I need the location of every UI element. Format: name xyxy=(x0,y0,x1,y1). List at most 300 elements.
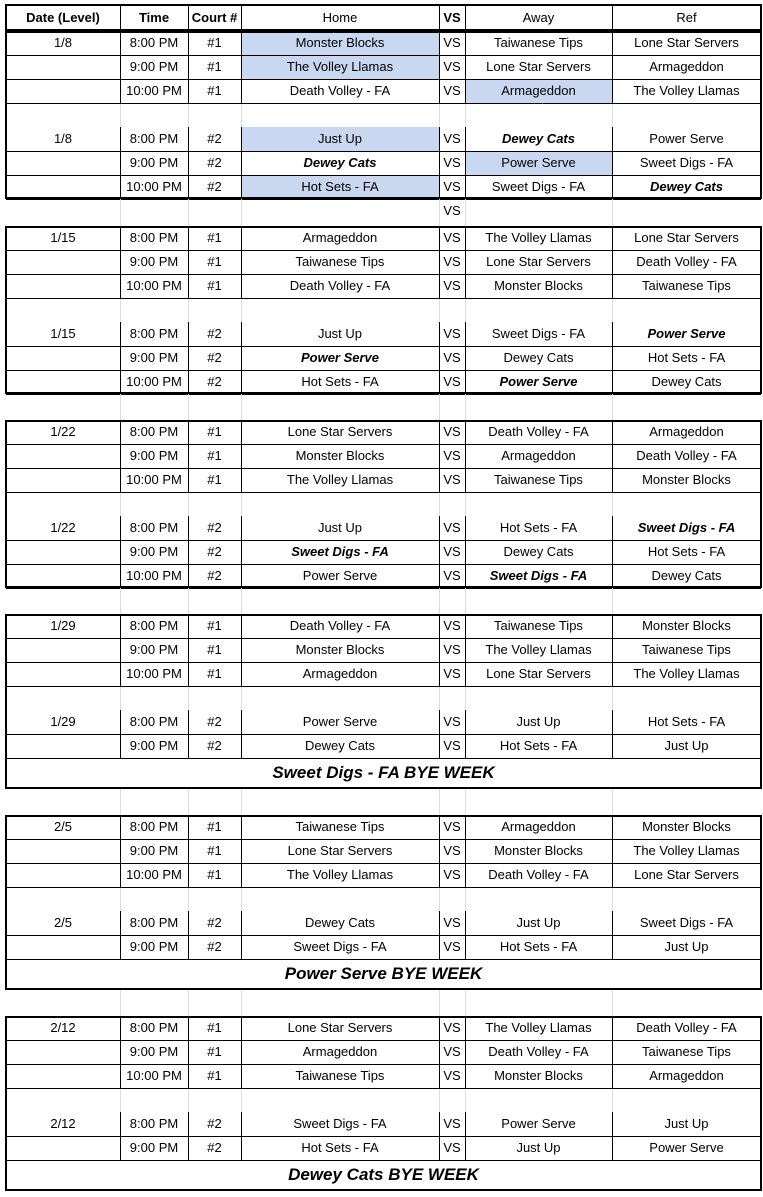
match-ref: Power Serve xyxy=(649,131,724,146)
spacer-gridline xyxy=(120,103,121,127)
match-court: #2 xyxy=(207,738,222,753)
header-ref: Ref xyxy=(676,10,697,25)
match-time: 9:00 PM xyxy=(129,642,179,657)
match-away: Power Serve xyxy=(499,374,578,389)
vs-label: VS xyxy=(443,738,461,753)
match-time: 10:00 PM xyxy=(126,666,182,681)
match-ref: Monster Blocks xyxy=(642,618,731,633)
column-divider xyxy=(465,710,466,758)
match-date: 1/15 xyxy=(50,326,76,341)
match-row xyxy=(0,638,763,662)
spacer-gridline xyxy=(465,990,466,1016)
bye-week-banner: Power Serve BYE WEEK xyxy=(284,964,483,983)
column-divider xyxy=(241,127,242,199)
column-divider xyxy=(241,1112,242,1160)
column-divider xyxy=(612,516,613,588)
match-date: 1/22 xyxy=(50,424,76,439)
column-divider xyxy=(439,31,440,103)
match-ref: Dewey Cats xyxy=(651,374,722,389)
match-ref: Sweet Digs - FA xyxy=(639,915,734,930)
column-divider xyxy=(120,420,121,492)
match-time: 10:00 PM xyxy=(126,568,182,583)
match-row xyxy=(0,322,763,346)
match-home: Taiwanese Tips xyxy=(295,254,385,269)
match-ref: Taiwanese Tips xyxy=(642,1044,731,1059)
spacer-gridline xyxy=(188,492,189,516)
match-ref: Just Up xyxy=(664,939,709,954)
column-divider xyxy=(188,815,189,887)
column-divider xyxy=(439,6,440,30)
vs-label: VS xyxy=(443,1116,461,1131)
spacer-gridline xyxy=(120,588,121,614)
match-row xyxy=(0,468,763,492)
match-time: 8:00 PM xyxy=(129,1020,179,1035)
match-row xyxy=(0,175,763,199)
match-court: #1 xyxy=(207,83,222,98)
match-ref: Taiwanese Tips xyxy=(642,642,731,657)
column-divider xyxy=(465,6,466,30)
match-time: 8:00 PM xyxy=(129,819,179,834)
match-date: 1/29 xyxy=(50,618,76,633)
spacer-gridline xyxy=(612,588,613,614)
vs-label: VS xyxy=(443,544,461,559)
match-home: Hot Sets - FA xyxy=(301,1140,379,1155)
match-home: Death Volley - FA xyxy=(289,278,391,293)
column-divider xyxy=(241,322,242,394)
match-row xyxy=(0,274,763,298)
match-ref: Monster Blocks xyxy=(642,819,731,834)
column-divider xyxy=(120,710,121,758)
match-court: #1 xyxy=(207,1044,222,1059)
vs-label: VS xyxy=(443,843,461,858)
spacer-gridline xyxy=(120,686,121,710)
column-divider xyxy=(188,420,189,492)
vs-label: VS xyxy=(443,374,461,389)
header-away: Away xyxy=(522,10,555,25)
header-time: Time xyxy=(138,10,170,25)
spacer-gridline xyxy=(241,686,242,710)
spacer-gridline xyxy=(612,298,613,322)
vs-label: VS xyxy=(443,424,461,439)
column-divider xyxy=(120,6,121,30)
row-divider xyxy=(6,492,761,493)
match-time: 8:00 PM xyxy=(129,1116,179,1131)
spacer-gridline xyxy=(612,990,613,1016)
spacer-gridline xyxy=(241,789,242,815)
match-court: #1 xyxy=(207,618,222,633)
match-home: Dewey Cats xyxy=(304,738,376,753)
match-time: 8:00 PM xyxy=(129,424,179,439)
match-date: 1/29 xyxy=(50,714,76,729)
spacer-gridline xyxy=(439,887,440,911)
column-divider xyxy=(612,1112,613,1160)
match-away: Lone Star Servers xyxy=(486,254,591,269)
column-divider xyxy=(612,322,613,394)
match-time: 10:00 PM xyxy=(126,472,182,487)
spacer-gridline xyxy=(465,298,466,322)
column-divider xyxy=(188,6,189,30)
column-divider xyxy=(241,710,242,758)
row-divider xyxy=(6,298,761,299)
match-away: Dewey Cats xyxy=(503,350,574,365)
spacer-gridline xyxy=(120,394,121,420)
match-date: 1/22 xyxy=(50,520,76,535)
bye-week-banner: Sweet Digs - FA BYE WEEK xyxy=(272,763,495,782)
match-home: Dewey Cats xyxy=(304,915,376,930)
column-divider xyxy=(439,322,440,394)
column-divider xyxy=(439,710,440,758)
match-time: 9:00 PM xyxy=(129,939,179,954)
spacer-gridline xyxy=(241,990,242,1016)
match-time: 10:00 PM xyxy=(126,867,182,882)
match-ref: Death Volley - FA xyxy=(636,254,737,269)
column-divider xyxy=(188,710,189,758)
column-divider xyxy=(465,911,466,959)
spacer-gridline xyxy=(241,1088,242,1112)
match-row xyxy=(0,31,763,55)
column-divider xyxy=(612,614,613,686)
match-home: The Volley Llamas xyxy=(241,55,439,79)
match-time: 9:00 PM xyxy=(129,1140,179,1155)
match-date: 1/8 xyxy=(53,35,73,50)
match-home: Hot Sets - FA xyxy=(241,175,439,199)
header-court: Court # xyxy=(191,10,238,25)
match-row xyxy=(0,1064,763,1088)
match-court: #2 xyxy=(207,520,222,535)
spacer-gridline xyxy=(612,887,613,911)
column-divider xyxy=(241,911,242,959)
match-home: Sweet Digs - FA xyxy=(291,544,389,559)
vs-label: VS xyxy=(443,867,461,882)
match-away: Monster Blocks xyxy=(494,1068,583,1083)
header-row xyxy=(0,6,763,30)
spacer-gridline xyxy=(120,492,121,516)
spacer-gridline xyxy=(188,588,189,614)
match-ref: Just Up xyxy=(664,1116,709,1131)
column-divider xyxy=(439,420,440,492)
column-divider xyxy=(439,614,440,686)
match-row xyxy=(0,226,763,250)
match-ref: Lone Star Servers xyxy=(634,867,739,882)
match-home: Monster Blocks xyxy=(295,448,385,463)
column-divider xyxy=(241,516,242,588)
vs-label: VS xyxy=(443,155,461,170)
match-home: Armageddon xyxy=(302,666,378,681)
column-divider xyxy=(188,31,189,103)
column-divider xyxy=(120,911,121,959)
match-time: 9:00 PM xyxy=(129,1044,179,1059)
column-divider xyxy=(188,1112,189,1160)
match-time: 9:00 PM xyxy=(129,544,179,559)
match-ref: Lone Star Servers xyxy=(634,35,739,50)
vs-label: VS xyxy=(443,618,461,633)
match-away: Hot Sets - FA xyxy=(499,738,578,753)
vs-label: VS xyxy=(443,254,461,269)
match-row xyxy=(0,346,763,370)
match-court: #2 xyxy=(207,915,222,930)
spacer-gridline xyxy=(120,789,121,815)
match-row xyxy=(0,127,763,151)
column-divider xyxy=(241,614,242,686)
spacer-gridline xyxy=(188,686,189,710)
column-divider xyxy=(465,226,466,298)
column-divider xyxy=(120,31,121,103)
column-divider xyxy=(120,226,121,298)
match-row xyxy=(0,1040,763,1064)
match-court: #2 xyxy=(207,1140,222,1155)
spacer-gridline xyxy=(188,990,189,1016)
match-ref: The Volley Llamas xyxy=(633,83,740,98)
match-away: Death Volley - FA xyxy=(488,867,589,882)
spacer-gridline xyxy=(612,789,613,815)
match-away: Monster Blocks xyxy=(494,843,583,858)
match-away: Death Volley - FA xyxy=(488,424,589,439)
match-court: #1 xyxy=(207,448,222,463)
match-court: #1 xyxy=(207,867,222,882)
spacer-gridline xyxy=(465,686,466,710)
column-divider xyxy=(465,31,466,103)
match-time: 8:00 PM xyxy=(129,230,179,245)
match-court: #1 xyxy=(207,424,222,439)
column-divider xyxy=(439,815,440,887)
match-away: Taiwanese Tips xyxy=(494,472,583,487)
match-time: 10:00 PM xyxy=(126,374,182,389)
match-row xyxy=(0,516,763,540)
spacer-gridline xyxy=(439,990,440,1016)
match-ref: Power Serve xyxy=(649,1140,724,1155)
spacer-gridline xyxy=(241,588,242,614)
match-home: Lone Star Servers xyxy=(287,1020,393,1035)
vs-label: VS xyxy=(443,35,461,50)
column-divider xyxy=(465,322,466,394)
match-home: Monster Blocks xyxy=(241,31,439,55)
match-time: 10:00 PM xyxy=(126,179,182,194)
match-away: Lone Star Servers xyxy=(486,59,591,74)
match-court: #2 xyxy=(207,326,222,341)
match-home: The Volley Llamas xyxy=(286,472,394,487)
vs-label: VS xyxy=(443,520,461,535)
spacer-gridline xyxy=(188,394,189,420)
match-time: 9:00 PM xyxy=(129,448,179,463)
match-home: Lone Star Servers xyxy=(287,424,393,439)
column-divider xyxy=(241,420,242,492)
match-home: Taiwanese Tips xyxy=(295,819,385,834)
match-row xyxy=(0,1016,763,1040)
column-divider xyxy=(241,31,242,103)
match-court: #1 xyxy=(207,230,222,245)
match-court: #1 xyxy=(207,472,222,487)
vs-label: VS xyxy=(443,915,461,930)
match-home: Death Volley - FA xyxy=(289,618,391,633)
spacer-gridline xyxy=(465,887,466,911)
match-ref: Dewey Cats xyxy=(650,179,723,194)
match-court: #2 xyxy=(207,155,222,170)
match-home: Power Serve xyxy=(300,350,380,365)
match-away: Armageddon xyxy=(465,79,612,103)
match-time: 8:00 PM xyxy=(129,618,179,633)
column-divider xyxy=(612,710,613,758)
match-court: #1 xyxy=(207,254,222,269)
match-date: 1/15 xyxy=(50,230,76,245)
column-divider xyxy=(465,815,466,887)
spacer-gridline xyxy=(465,492,466,516)
match-court: #2 xyxy=(207,1116,222,1131)
column-divider xyxy=(188,127,189,199)
match-date: 2/5 xyxy=(53,915,73,930)
match-time: 10:00 PM xyxy=(126,1068,182,1083)
match-row xyxy=(0,734,763,758)
match-away: Just Up xyxy=(516,714,561,729)
match-row xyxy=(0,1136,763,1160)
match-row xyxy=(0,370,763,394)
match-home: Sweet Digs - FA xyxy=(293,939,387,954)
match-away: Armageddon xyxy=(501,819,576,834)
column-divider xyxy=(465,420,466,492)
column-divider xyxy=(188,1016,189,1088)
column-divider xyxy=(120,516,121,588)
match-ref: Death Volley - FA xyxy=(636,448,737,463)
match-away: Hot Sets - FA xyxy=(499,939,578,954)
column-divider xyxy=(188,322,189,394)
match-away: Monster Blocks xyxy=(494,278,583,293)
header-date: Date (Level) xyxy=(26,10,100,25)
match-court: #1 xyxy=(207,843,222,858)
match-court: #1 xyxy=(207,666,222,681)
spacer-gridline xyxy=(465,588,466,614)
match-ref: Hot Sets - FA xyxy=(647,714,726,729)
column-divider xyxy=(465,516,466,588)
match-time: 8:00 PM xyxy=(129,35,179,50)
match-away: Hot Sets - FA xyxy=(499,520,578,535)
match-ref: Hot Sets - FA xyxy=(647,544,726,559)
spacer-gridline xyxy=(465,1088,466,1112)
match-court: #2 xyxy=(207,544,222,559)
spacer-gridline xyxy=(612,103,613,127)
vs-label: VS xyxy=(443,1068,461,1083)
match-ref: The Volley Llamas xyxy=(633,843,740,858)
match-away: Sweet Digs - FA xyxy=(491,326,586,341)
vs-label: VS xyxy=(443,642,461,657)
spacer-gridline xyxy=(612,394,613,420)
match-home: Just Up xyxy=(317,520,363,535)
match-time: 8:00 PM xyxy=(129,915,179,930)
spacer-gridline xyxy=(188,789,189,815)
vs-label: VS xyxy=(443,179,461,194)
match-away: Dewey Cats xyxy=(503,544,574,559)
column-divider xyxy=(612,911,613,959)
match-court: #1 xyxy=(207,1020,222,1035)
match-home: Armageddon xyxy=(302,230,378,245)
match-date: 2/12 xyxy=(50,1116,76,1131)
column-divider xyxy=(612,127,613,199)
match-ref: Hot Sets - FA xyxy=(647,350,726,365)
match-court: #1 xyxy=(207,1068,222,1083)
spacer-gridline xyxy=(439,394,440,420)
match-away: The Volley Llamas xyxy=(485,230,592,245)
match-ref: Dewey Cats xyxy=(651,568,722,583)
vs-label: VS xyxy=(443,448,461,463)
match-time: 8:00 PM xyxy=(129,131,179,146)
match-home: Taiwanese Tips xyxy=(295,1068,385,1083)
match-row xyxy=(0,55,763,79)
match-away: Sweet Digs - FA xyxy=(489,568,588,583)
vs-label: VS xyxy=(443,568,461,583)
column-divider xyxy=(188,911,189,959)
match-away: Dewey Cats xyxy=(502,131,575,146)
match-ref: Armageddon xyxy=(649,1068,724,1083)
match-time: 9:00 PM xyxy=(129,59,179,74)
match-ref: Lone Star Servers xyxy=(634,230,739,245)
column-divider xyxy=(120,815,121,887)
spacer-gridline xyxy=(241,394,242,420)
spacer-row xyxy=(0,199,763,223)
match-row xyxy=(0,540,763,564)
match-time: 8:00 PM xyxy=(129,520,179,535)
spacer-gridline xyxy=(612,686,613,710)
match-court: #2 xyxy=(207,714,222,729)
match-home: Power Serve xyxy=(302,568,378,583)
spacer-gridline xyxy=(439,789,440,815)
row-divider xyxy=(6,887,761,888)
column-divider xyxy=(439,516,440,588)
vs-label: VS xyxy=(443,326,461,341)
vs-label: VS xyxy=(443,819,461,834)
spacer-gridline xyxy=(439,298,440,322)
match-row xyxy=(0,863,763,887)
spacer-gridline xyxy=(188,298,189,322)
match-row xyxy=(0,79,763,103)
match-ref: Death Volley - FA xyxy=(636,1020,737,1035)
vs-label: VS xyxy=(443,203,461,218)
match-court: #1 xyxy=(207,819,222,834)
match-court: #1 xyxy=(207,278,222,293)
column-divider xyxy=(439,1112,440,1160)
header-vs: VS xyxy=(443,10,461,25)
match-row xyxy=(0,564,763,588)
match-row xyxy=(0,662,763,686)
match-away: Power Serve xyxy=(501,1116,576,1131)
match-away: The Volley Llamas xyxy=(485,642,592,657)
column-divider xyxy=(120,1112,121,1160)
vs-label: VS xyxy=(443,350,461,365)
match-ref: Sweet Digs - FA xyxy=(637,520,736,535)
vs-label: VS xyxy=(443,278,461,293)
vs-label: VS xyxy=(443,1140,461,1155)
match-row xyxy=(0,614,763,638)
match-home: Lone Star Servers xyxy=(287,843,393,858)
match-row xyxy=(0,935,763,959)
match-ref: The Volley Llamas xyxy=(633,666,740,681)
column-divider xyxy=(188,516,189,588)
column-divider xyxy=(120,1016,121,1088)
column-divider xyxy=(241,815,242,887)
column-divider xyxy=(188,614,189,686)
match-row xyxy=(0,444,763,468)
column-divider xyxy=(188,226,189,298)
match-home: Monster Blocks xyxy=(295,642,385,657)
spacer-gridline xyxy=(612,492,613,516)
match-court: #2 xyxy=(207,131,222,146)
match-ref: Monster Blocks xyxy=(642,472,731,487)
column-divider xyxy=(612,226,613,298)
spacer-gridline xyxy=(241,492,242,516)
match-court: #1 xyxy=(207,35,222,50)
match-time: 10:00 PM xyxy=(126,83,182,98)
spacer-gridline xyxy=(120,1088,121,1112)
match-court: #2 xyxy=(207,350,222,365)
match-ref: Taiwanese Tips xyxy=(642,278,731,293)
match-time: 8:00 PM xyxy=(129,326,179,341)
